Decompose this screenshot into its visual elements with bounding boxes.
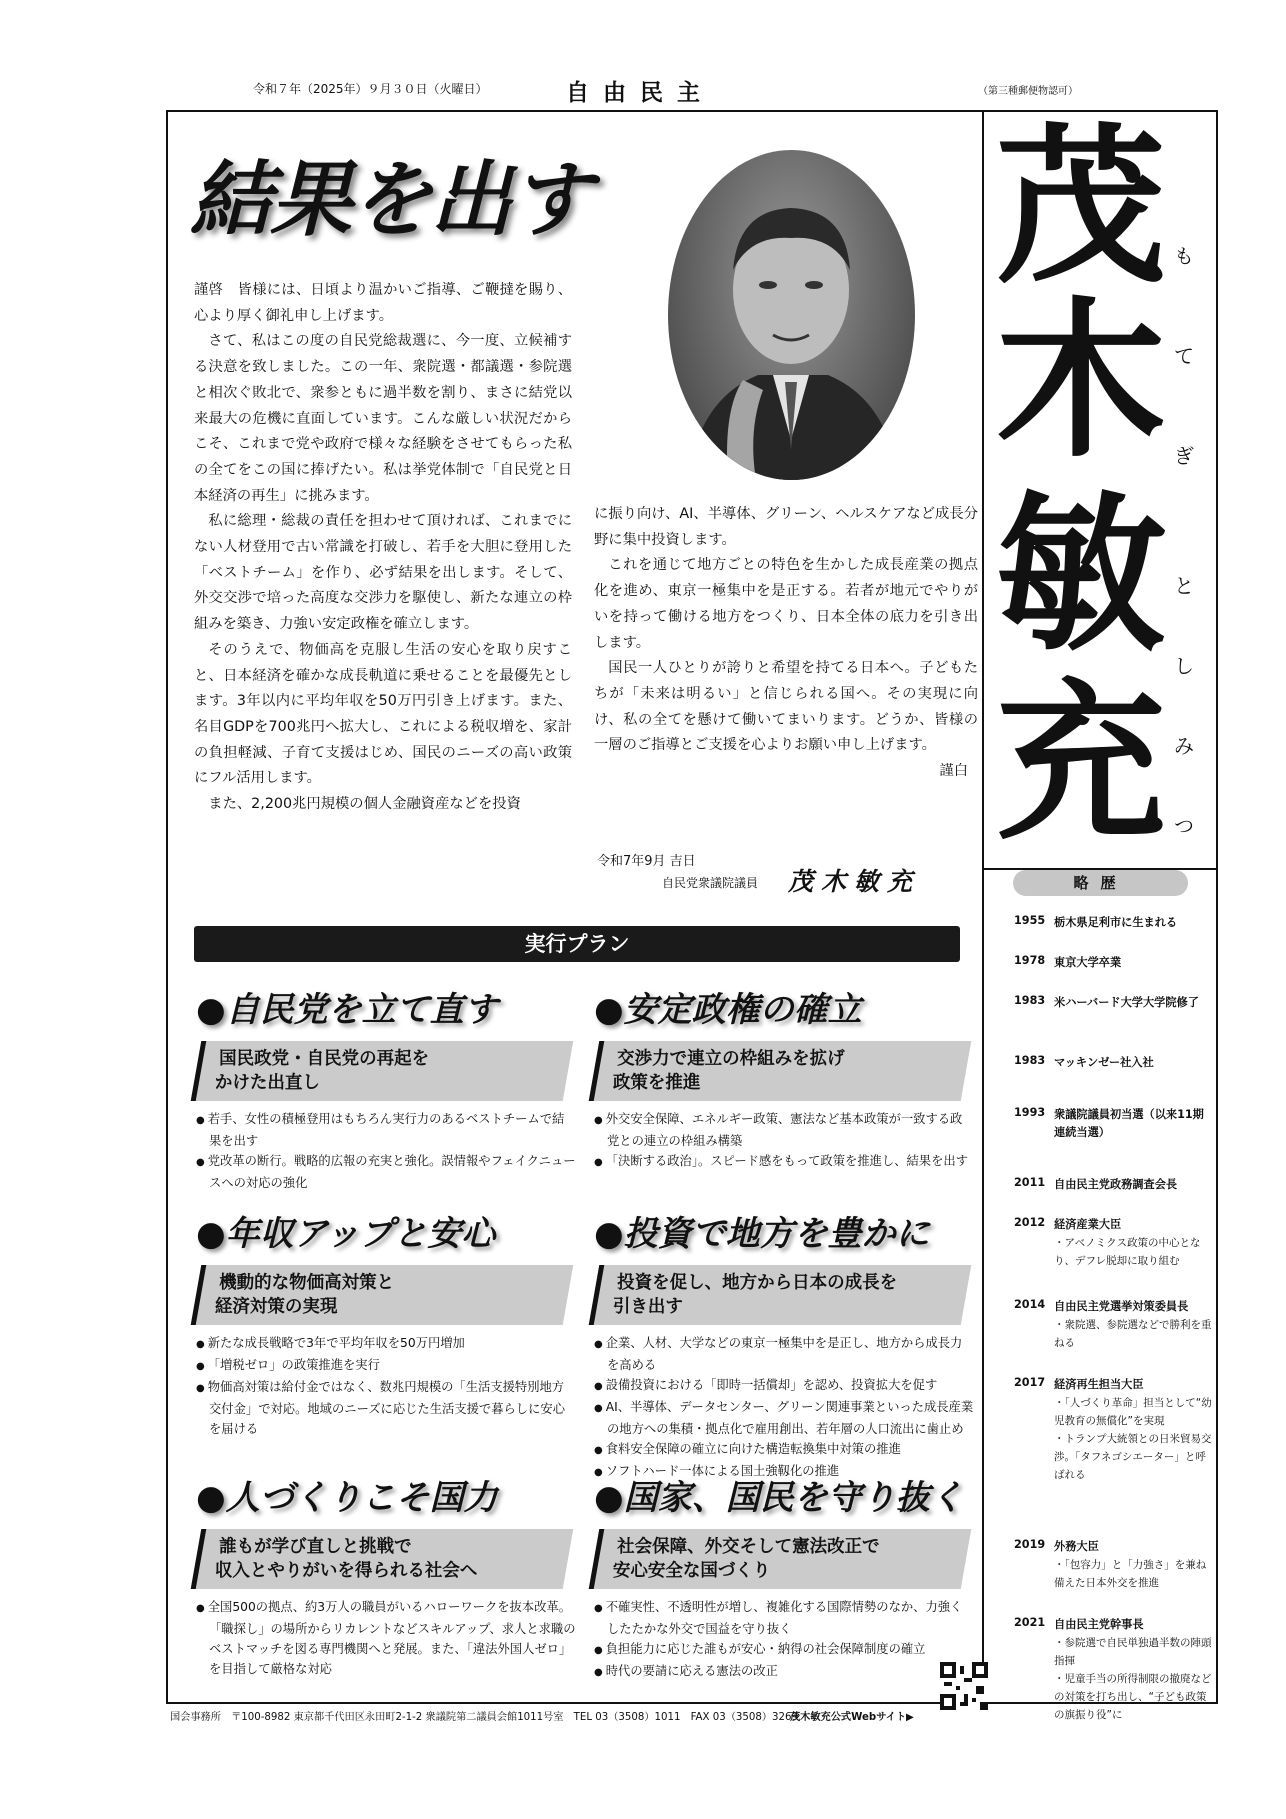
bio-event: 外務大臣 — [1054, 1540, 1099, 1553]
furigana: て — [1174, 344, 1194, 368]
furigana: と — [1174, 574, 1194, 598]
subheading-line: 誰もが学び直しと挑戦で — [219, 1537, 412, 1557]
bio-note: ・「人づくり革命」担当として“幼児教育の無償化”を実現 — [1054, 1397, 1212, 1427]
headline: 結果を出す — [190, 152, 590, 248]
letter-paragraph: に振り向け、AI、半導体、グリーン、ヘルスケアなど成長分野に集中投資します。 — [594, 506, 978, 548]
bio-event: 自由民主党幹事長 — [1054, 1618, 1144, 1631]
plan-bullets — [594, 1597, 974, 1683]
page-header — [0, 78, 1286, 106]
plan-bullet: ● 「増税ゼロ」の政策推進を実行 — [196, 1355, 576, 1377]
subheading-line: 政策を推進 — [612, 1073, 701, 1093]
plan-bullet: ● 時代の要請に応える憲法の改正 — [594, 1661, 974, 1683]
portrait-illustration — [668, 150, 915, 480]
plan-bullet: ● 食料安全保障の確立に向けた構造転換集中対策の推進 — [594, 1439, 974, 1461]
plan-subheading — [191, 1041, 574, 1101]
letter-paragraph: これを通じて地方ごとの特色を生かした成長産業の拠点化を進め、東京一極集中を是正する。若者が地元でやりがいを持って働ける地方をつくり、日本全体の底力を引き出します。 — [594, 557, 978, 651]
bio-note: ・衆院選、参院選などで勝利を重ねる — [1054, 1319, 1212, 1349]
plan-section — [594, 1470, 974, 1683]
subheading-line: 国民政党・自民党の再起を — [219, 1049, 430, 1069]
bio-event: 米ハーバード大学大学院修了 — [1054, 996, 1199, 1009]
plan-heading: ●自民党を立て直す — [196, 990, 498, 1030]
name-char: 木 — [996, 281, 1167, 481]
plan-subheading — [589, 1041, 972, 1101]
plan-section — [594, 1206, 974, 1483]
plan-bullet: ● AI、半導体、データセンター、グリーン関連事業といった成長産業の地方への集積・拠点化で雇用創出、若年層の人口流出に歯止め — [594, 1397, 974, 1439]
bio-year: 2017 — [1014, 1376, 1046, 1389]
furigana: し — [1174, 654, 1194, 678]
plan-heading: ●投資で地方を豊かに — [594, 1214, 930, 1254]
subheading-line: 安心安全な国づくり — [612, 1561, 771, 1581]
name-char: 茂 — [996, 107, 1167, 307]
subheading-line: 交渉力で連立の枠組みを拡げ — [617, 1049, 845, 1069]
plan-bullets — [196, 1597, 576, 1679]
plan-bullet: ● 物価高対策は給付金ではなく、数兆円規模の「生活支援特別地方交付金」で対応。地域のニーズに応じた生活支援で暮らしに安心を届ける — [196, 1377, 576, 1439]
issue-date: 令和７年（2025年）９月３０日（火曜日） — [253, 82, 488, 96]
furigana: ぎ — [1174, 444, 1194, 468]
bio-event: 自由民主党政務調査会長 — [1054, 1178, 1178, 1191]
letter-paragraph: そのうえで、物価高を克服し生活の安心を取り戻すこと、日本経済を確かな成長軌道に乗せることを最優先とします。3年以内に平均年収を50万円引き上げます。また、名目GDPを700兆円へ拡大し、これによる税収増を、家計の負担軽減、子育て支援はじめ、国民のニーズの高い政策にフル活用します。 — [194, 641, 572, 787]
bio-event: 自由民主党選挙対策委員長 — [1054, 1300, 1189, 1313]
plan-bullets — [196, 1109, 576, 1193]
bio-event: 東京大学卒業 — [1054, 956, 1122, 969]
column-divider — [982, 110, 984, 1704]
bio-note: ・「包容力」と「力強さ」を兼ね備えた日本外交を推進 — [1054, 1559, 1207, 1589]
bio-note: ・アベノミクス政策の中心となり、デフレ脱却に取り組む — [1054, 1237, 1201, 1267]
candidate-portrait — [668, 150, 915, 480]
bio-note: ・トランプ大統領との日米貿易交渉。「タフネゴシエーター」と呼ばれる — [1054, 1433, 1212, 1481]
letter-paragraph: 私に総理・総裁の責任を担わせて頂ければ、これまでにない人材登用で古い常識を打破し、若手を大胆に登用した「ベストチーム」を作り、必ず結果を出します。そして、外交交渉で培った高度な交渉力を駆使し、新たな連立の枠組みを築き、力強い安定政権を確立します。 — [194, 513, 572, 633]
plan-bullet: ● 若手、女性の積極登用はもちろん実行力のあるベストチームで結果を出す — [196, 1109, 576, 1151]
plan-bullets — [196, 1333, 576, 1439]
plan-bullet: ● 負担能力に応じた誰もが安心・納得の社会保障制度の確立 — [594, 1639, 974, 1661]
plan-subheading — [191, 1265, 574, 1325]
candidate-name-vertical — [988, 107, 1214, 863]
website-link[interactable]: 茂木敏充公式Webサイト▶ — [790, 1712, 914, 1723]
subheading-line: 経済対策の実現 — [214, 1297, 338, 1317]
plan-bullet: ● 「決断する政治」。スピード感をもって政策を推進し、結果を出す — [594, 1151, 974, 1173]
plan-bullet: ● 新たな成長戦略で3年で平均年収を50万円増加 — [196, 1333, 576, 1355]
name-char: 敏 — [996, 475, 1167, 675]
letter-date: 令和7年9月 吉日 — [597, 854, 696, 869]
bio-year: 2012 — [1014, 1216, 1046, 1229]
plan-subheading — [589, 1265, 972, 1325]
plan-bullet: ● 全国500の拠点、約3万人の職員がいるハローワークを抜本改革。「職探し」の場所からリカレントなどスキルアップ、求人と求職のベストマッチを図る専門機関へと発展。また、「違法外国人ゼロ」を目指して厳格な対応 — [196, 1597, 576, 1679]
bio-year: 1983 — [1014, 994, 1046, 1007]
plan-subheading — [191, 1529, 574, 1589]
letter-right-column — [594, 502, 978, 785]
subheading-line: かけた出直し — [214, 1073, 320, 1093]
plan-section — [594, 982, 974, 1173]
name-char: 充 — [996, 663, 1167, 863]
bio-year: 1983 — [1014, 1054, 1046, 1067]
bio-year: 1955 — [1014, 914, 1046, 927]
plan-section — [196, 1206, 576, 1439]
plan-heading: ●年収アップと安心 — [196, 1214, 496, 1254]
bio-event: 栃木県足利市に生まれる — [1054, 916, 1178, 929]
postal-permit: （第三種郵便物認可） — [978, 86, 1078, 97]
masthead-title: 自由民主 — [566, 79, 714, 106]
plan-bullet: ● 不確実性、不透明性が増し、複雑化する国際情勢のなか、力強くしたたかな外交で国益を守り抜く — [594, 1597, 974, 1639]
letter-paragraph: 謹啓 皆様には、日頃より温かいご指導、ご鞭撻を賜り、心より厚く御礼申し上げます。 — [194, 282, 572, 324]
plan-subheading — [589, 1529, 972, 1589]
plan-section — [196, 982, 576, 1193]
plan-bullet: ● 企業、人材、大学などの東京一極集中を是正し、地方から成長力を高める — [594, 1333, 974, 1375]
letter-left-column — [194, 278, 572, 818]
plan-heading: ●人づくりこそ国力 — [196, 1478, 498, 1518]
letter-paragraph: 国民一人ひとりが誇りと希望を持てる日本へ。子どもたちが「未来は明るい」と信じられる国へ。その実現に向け、私の全てを懸けて働いてまいります。どうか、皆様の一層のご指導とご支援を心よりお願い申し上げます。 — [594, 660, 978, 754]
bio-year: 1978 — [1014, 954, 1046, 967]
bio-event: 経済再生担当大臣 — [1054, 1378, 1144, 1391]
plan-bullets — [594, 1333, 974, 1483]
qr-code[interactable] — [940, 1662, 988, 1710]
letter-paragraph: また、2,200兆円規模の個人金融資産などを投資 — [208, 796, 521, 813]
subheading-line: 収入とやりがいを得られる社会へ — [214, 1561, 478, 1581]
letter-closing: 謹白 — [939, 763, 968, 780]
bio-event: 衆議院議員初当選（以来11期連続当選） — [1054, 1108, 1204, 1139]
plan-heading: ●安定政権の確立 — [594, 990, 862, 1030]
bio-year: 2019 — [1014, 1538, 1046, 1551]
subheading-line: 社会保障、外交そして憲法改正で — [617, 1537, 880, 1557]
furigana: も — [1174, 244, 1194, 268]
plan-bullet: ● 党改革の断行。戦略的広報の充実と強化。誤情報やフェイクニュースへの対応の強化 — [196, 1151, 576, 1193]
bio-note: ・参院選で自民単独過半数の陣頭指揮 — [1054, 1637, 1212, 1667]
subheading-line: 引き出す — [612, 1297, 683, 1317]
plan-heading: ●国家、国民を守り抜く — [594, 1478, 964, 1518]
furigana: つ — [1174, 814, 1194, 838]
plan-bullet: ● 外交安全保障、エネルギー政策、憲法など基本政策が一致する政党との連立の枠組み構築 — [594, 1109, 974, 1151]
subheading-line: 投資を促し、地方から日本の成長を — [617, 1273, 898, 1293]
letter-paragraph: さて、私はこの度の自民党総裁選に、今一度、立候補する決意を致しました。この一年、衆院選・都議選・参院選と相次ぐ敗北で、衆参ともに過半数を割り、まさに結党以来最大の危機に直面しています。こんな厳しい状況だからこそ、これまで党や政府で様々な経験をさせてもらった私の全てをこの国に捧げたい。私は挙党体制で「自民党と日本経済の再生」に挑みます。 — [194, 333, 572, 504]
plan-bullet: ● 設備投資における「即時一括償却」を認め、投資拡大を促す — [594, 1375, 974, 1397]
office-address: 国会事務所 〒100-8982 東京都千代田区永田町2-1-2 衆議院第二議員会館1011号室 TEL 03（3508）1011 FAX 03（3508）3269 — [170, 1712, 798, 1723]
plan-title-bar: 実行プラン — [194, 926, 960, 962]
signature: 茂木敏充 — [788, 867, 921, 896]
plan-bullet: ● ソフトハード一体による国土強靱化の推進 — [594, 1461, 974, 1483]
bio-event: マッキンゼー社入社 — [1054, 1056, 1154, 1069]
bio-year: 2011 — [1014, 1176, 1046, 1189]
furigana: み — [1174, 734, 1194, 758]
plan-section — [196, 1470, 576, 1679]
bio-year: 1993 — [1014, 1106, 1046, 1119]
signer-role: 自民党衆議院議員 — [662, 876, 759, 890]
bio-year: 2014 — [1014, 1298, 1046, 1311]
subheading-line: 機動的な物価高対策と — [219, 1273, 395, 1293]
bio-note: ・児童手当の所得制限の撤廃などの対策を打ち出し、“子ども政策の旗振り役”に — [1054, 1673, 1212, 1721]
bio-year: 2021 — [1014, 1616, 1046, 1629]
plan-bullets — [594, 1109, 974, 1173]
bio-title: 略歴 — [1013, 870, 1188, 896]
bio-event: 経済産業大臣 — [1054, 1218, 1122, 1231]
